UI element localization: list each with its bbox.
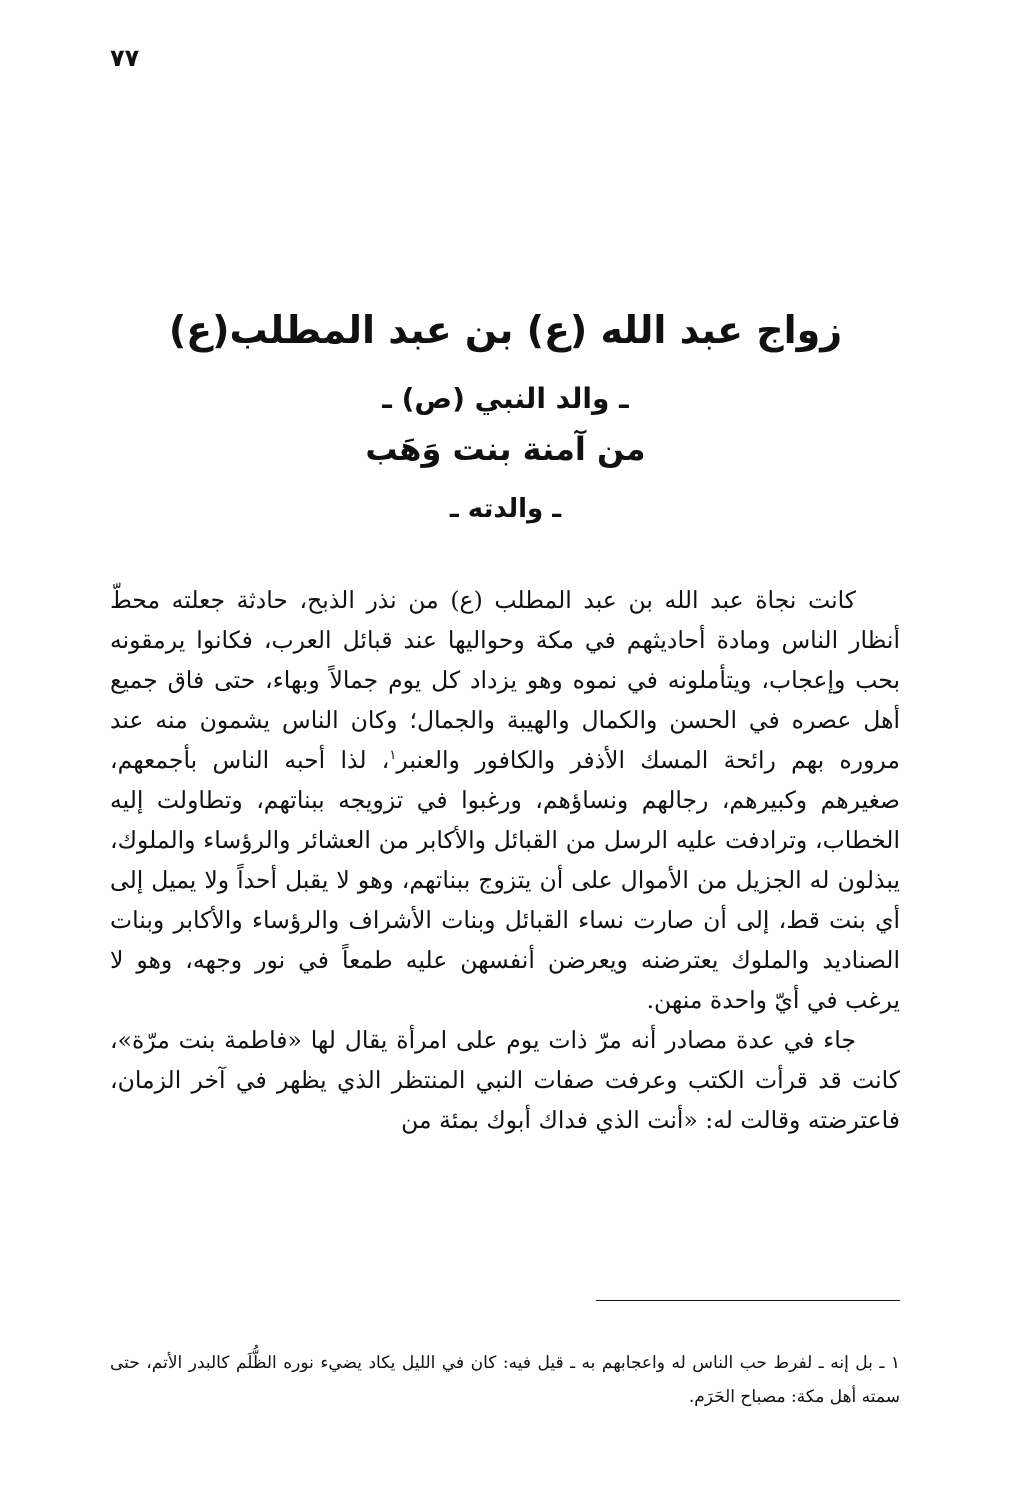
footnotes	[110, 1346, 900, 1414]
paragraph-2: جاء في عدة مصادر أنه مرّ ذات يوم على امرأة يقال لها «فاطمة بنت مرّة»، كانت قد قرأت الكتب وعرفت صفات النبي المنتظر الذي يظهر في آخر الزمان، فاعترضته وقالت له: «أنت الذي فداك أبوك بمئة من	[110, 1026, 900, 1134]
footnote-divider	[596, 1300, 900, 1301]
paragraph-1	[110, 580, 900, 1020]
chapter-title: زواج عبد الله (ع) بن عبد المطلب(ع)	[168, 308, 843, 352]
body-text	[110, 580, 900, 1140]
footnote-1: ١ ـ بل إنه ـ لفرط حب الناس له واعجابهم به ـ قيل فيه: كان في الليل يكاد يضيء نوره الظُّلَم كالبدر الأتم، حتى سمته أهل مكة: مصباح الحَرَم.	[110, 1353, 900, 1407]
paragraph-1-part-b: ، لذا أحبه الناس بأجمعهم، صغيرهم وكبيرهم، رجالهم ونساؤهم، ورغبوا في تزويجه ببناتهم، وتطاولت إليه الخطاب، وترادفت عليه الرسل من القبائل والأكابر من العشائر والرؤساء والملوك، يبذلون له الجزيل من الأموال على أن يتزوج ببناتهم، وهو لا يقبل أحداً ولا يميل إلى أي بنت قط، إلى أن صارت نساء القبائل وبنات الأشراف والرؤساء والأكابر وبنات الصناديد والملوك يعترضنه ويعرضن أنفسهن عليه طمعاً في نور وجهه، وهو لا يرغب في أيّ واحدة منهن.	[110, 746, 900, 1014]
footnote-marker: ١	[389, 748, 397, 764]
chapter-subtitle-mother: ـ والدته ـ	[449, 494, 562, 524]
chapter-subtitle-father: ـ والد النبي (ص) ـ	[382, 382, 629, 415]
paragraph-1-part-a: كانت نجاة عبد الله بن عبد المطلب (ع) من نذر الذبح، حادثة جعلته محطّ أنظار الناس ومادة أحاديثهم في مكة وحواليها عند قبائل العرب، فكانوا يرمقونه بحب وإعجاب، ويتأملونه في نموه وهو يزداد كل يوم جمالاً وبهاء، حتى فاق جميع أهل عصره في الحسن والكمال والهيبة والجمال؛ وكان الناس يشمون منه عند مروره بهم رائحة المسك الأذفر والكافور والعنبر	[110, 586, 900, 774]
chapter-subtitle-bride: من آمنة بنت وَهَب	[365, 430, 646, 468]
page-number: ٧٧	[110, 44, 140, 72]
